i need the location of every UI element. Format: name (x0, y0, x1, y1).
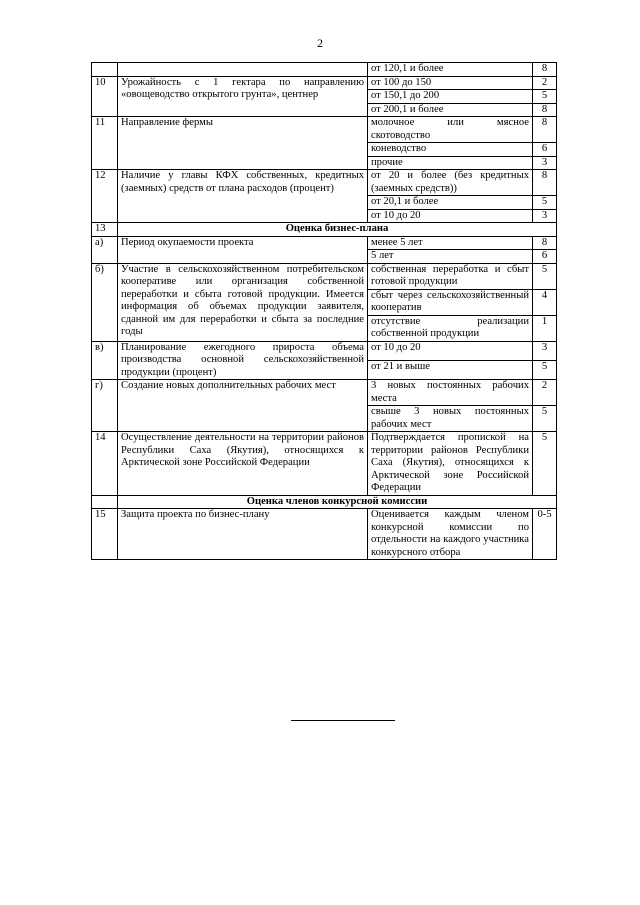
criterion-option: сбыт через сельскохозяйственный кооператив (368, 289, 533, 315)
criterion-option: от 150,1 до 200 (368, 90, 533, 104)
criterion-points: 2 (533, 76, 557, 90)
criterion-description: Наличие у главы КФХ собственных, кредитных (заемных) средств от плана расходов (процент) (118, 170, 368, 223)
criterion-description: Направление фермы (118, 117, 368, 170)
criterion-points: 8 (533, 103, 557, 117)
criterion-points: 5 (533, 90, 557, 104)
criterion-option: 5 лет (368, 250, 533, 264)
criterion-option: 3 новых постоянных рабочих места (368, 380, 533, 406)
criterion-description: Урожайность с 1 гектара по направлению «овощеводство открытого грунта», центнер (118, 76, 368, 117)
criteria-row (92, 63, 557, 77)
criterion-number: 14 (92, 432, 118, 496)
closing-line (291, 720, 395, 721)
criterion-option: от 200,1 и более (368, 103, 533, 117)
criteria-row (92, 263, 557, 289)
section-number: 13 (92, 223, 118, 237)
criterion-option: свыше 3 новых постоянных рабочих мест (368, 406, 533, 432)
criterion-option: Оценивается каждым членом конкурсной комиссии по отдельности на каждого участника конкурсного отбора (368, 509, 533, 560)
criterion-description: Создание новых дополнительных рабочих мест (118, 380, 368, 432)
criterion-description (118, 63, 368, 77)
criterion-points: 3 (533, 209, 557, 223)
criteria-table (91, 62, 557, 560)
criterion-option: менее 5 лет (368, 236, 533, 250)
page-number: 2 (317, 36, 323, 50)
criterion-option: собственная переработка и сбыт готовой продукции (368, 263, 533, 289)
criterion-points: 6 (533, 250, 557, 264)
criterion-points: 2 (533, 380, 557, 406)
criterion-points: 8 (533, 236, 557, 250)
criteria-row (92, 117, 557, 143)
criterion-points: 5 (533, 432, 557, 496)
criterion-number (92, 63, 118, 77)
criteria-row (92, 170, 557, 196)
criterion-points: 5 (533, 406, 557, 432)
criterion-number: 10 (92, 76, 118, 117)
section-row (92, 495, 557, 509)
criterion-points: 3 (533, 341, 557, 360)
criterion-number: 11 (92, 117, 118, 170)
section-title: Оценка бизнес-плана (118, 223, 557, 237)
criterion-description: Период окупаемости проекта (118, 236, 368, 263)
criterion-option: Подтверждается пропиской на территории районов Республики Саха (Якутия), относящихся к Арктической зоне Российской Федерации (368, 432, 533, 496)
criterion-option: от 21 и выше (368, 360, 533, 379)
criterion-points: 1 (533, 315, 557, 341)
criterion-number: б) (92, 263, 118, 341)
criterion-option: от 10 до 20 (368, 341, 533, 360)
criterion-description: Участие в сельскохозяйственном потребительском кооперативе или организация собственной переработки и сбыта готовой продукции. Имеется информация об объемах продукции заявителя, сданной им для переработки и сбыта за последние годы (118, 263, 368, 341)
section-title: Оценка членов конкурсной комиссии (118, 495, 557, 509)
criterion-option: от 120,1 и более (368, 63, 533, 77)
criterion-number: а) (92, 236, 118, 263)
section-row (92, 223, 557, 237)
criterion-points: 5 (533, 263, 557, 289)
criteria-row (92, 509, 557, 560)
criterion-option: коневодство (368, 143, 533, 157)
criterion-option: молочное или мясное скотоводство (368, 117, 533, 143)
criterion-option: от 20,1 и более (368, 196, 533, 210)
criterion-points: 0-5 (533, 509, 557, 560)
criteria-row (92, 432, 557, 496)
criterion-description: Защита проекта по бизнес-плану (118, 509, 368, 560)
criterion-points: 8 (533, 170, 557, 196)
criterion-points: 8 (533, 117, 557, 143)
criterion-points: 8 (533, 63, 557, 77)
criterion-option: от 10 до 20 (368, 209, 533, 223)
criteria-row (92, 76, 557, 90)
criterion-description: Осуществление деятельности на территории районов Республики Саха (Якутия), относящихся к Арктической зоне Российской Федерации (118, 432, 368, 496)
criterion-points: 4 (533, 289, 557, 315)
criterion-option: отсутствие реализации собственной продукции (368, 315, 533, 341)
criterion-option: прочие (368, 156, 533, 170)
criterion-option: от 100 до 150 (368, 76, 533, 90)
criterion-points: 5 (533, 196, 557, 210)
criteria-row (92, 341, 557, 360)
section-number (92, 495, 118, 509)
criteria-row (92, 380, 557, 406)
criterion-points: 5 (533, 360, 557, 379)
criterion-number: в) (92, 341, 118, 380)
criterion-option: от 20 и более (без кредитных (заемных средств)) (368, 170, 533, 196)
criterion-number: г) (92, 380, 118, 432)
criterion-points: 6 (533, 143, 557, 157)
criterion-points: 3 (533, 156, 557, 170)
criterion-number: 12 (92, 170, 118, 223)
criterion-number: 15 (92, 509, 118, 560)
criteria-row (92, 236, 557, 250)
criterion-description: Планирование ежегодного прироста объема производства основной сельскохозяйственной продукции (процент) (118, 341, 368, 380)
